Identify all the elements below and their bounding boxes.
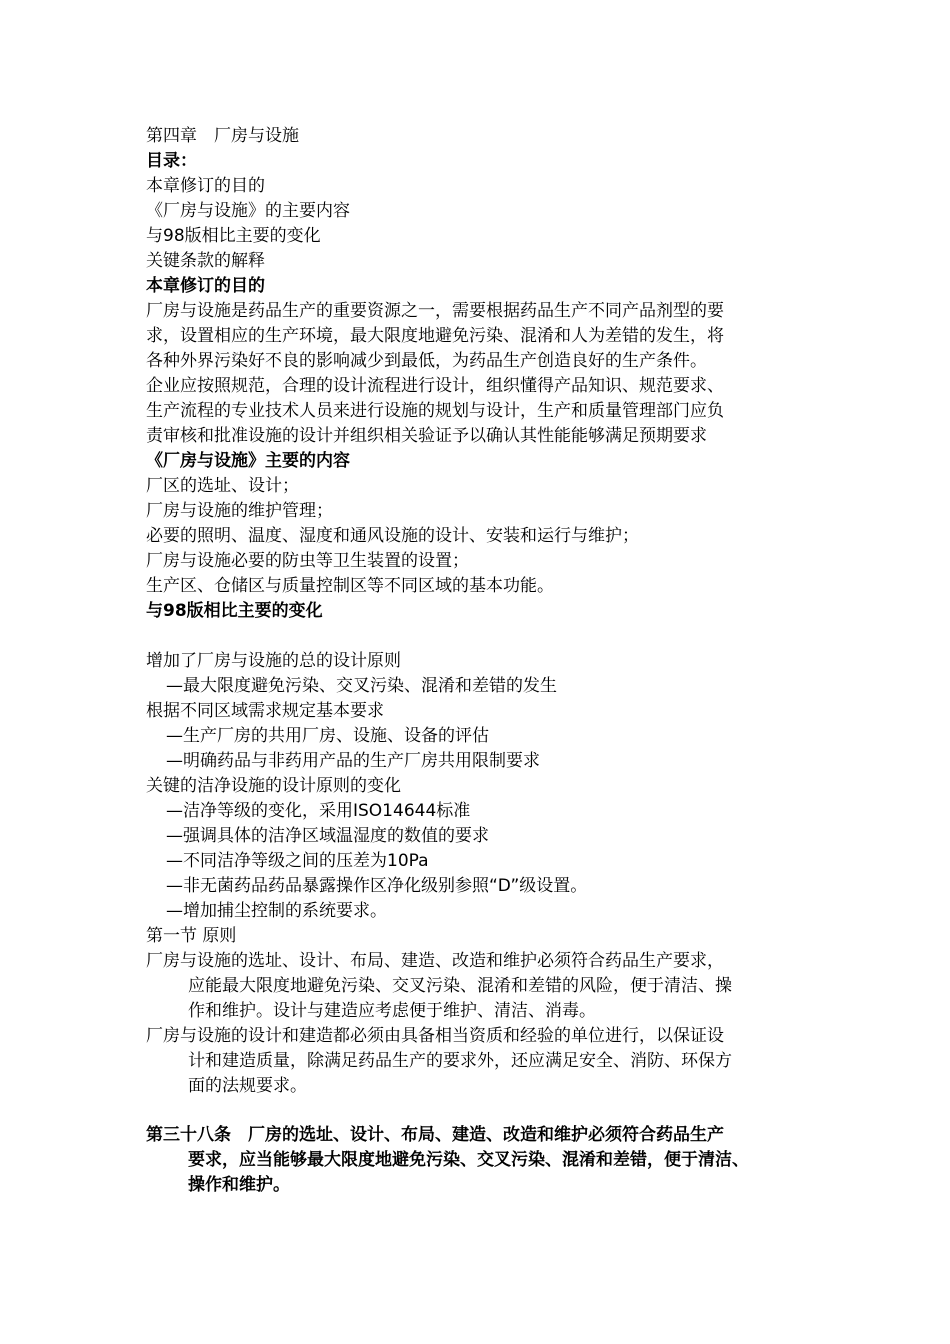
contents-item: 生产区、仓储区与质量控制区等不同区域的基本功能。 [146, 576, 554, 596]
chapter-title: 第四章 厂房与设施 [146, 126, 299, 146]
toc-heading: 目录： [146, 151, 197, 171]
changes-item: —明确药品与非药用产品的生产厂房共用限制要求 [166, 751, 540, 771]
purpose-heading: 本章修订的目的 [146, 276, 265, 296]
changes-item: —不同洁净等级之间的压差为10Pa [166, 851, 429, 871]
toc-item: 关键条款的解释 [146, 251, 265, 271]
changes-item: —生产厂房的共用厂房、设施、设备的评估 [166, 726, 489, 746]
changes-item: —洁净等级的变化，采用ISO14644标准 [166, 801, 471, 821]
section1-p1-line: 应能最大限度地避免污染、交叉污染、混淆和差错的风险，便于清洁、操 [188, 976, 732, 996]
article-38-line: 操作和维护。 [188, 1175, 290, 1195]
section1-p2-line: 厂房与设施的设计和建造都必须由具备相当资质和经验的单位进行，以保证设 [146, 1026, 724, 1046]
changes-item: —强调具体的洁净区域温湿度的数值的要求 [166, 826, 489, 846]
changes-group-title: 根据不同区域需求规定基本要求 [146, 701, 384, 721]
toc-item: 《厂房与设施》的主要内容 [146, 201, 350, 221]
purpose-line: 企业应按照规范，合理的设计流程进行设计，组织懂得产品知识、规范要求、 [146, 376, 724, 396]
article-38-line: 要求，应当能够最大限度地避免污染、交叉污染、混淆和差错，便于清洁、 [188, 1150, 749, 1170]
changes-group-title: 关键的洁净设施的设计原则的变化 [146, 776, 401, 796]
changes-item: —增加捕尘控制的系统要求。 [166, 901, 387, 921]
purpose-line: 求，设置相应的生产环境，最大限度地避免污染、混淆和人为差错的发生，将 [146, 326, 724, 346]
section1-heading: 第一节 原则 [146, 926, 237, 946]
purpose-line: 生产流程的专业技术人员来进行设施的规划与设计，生产和质量管理部门应负 [146, 401, 724, 421]
changes-heading: 与98版相比主要的变化 [146, 601, 323, 621]
section1-p1-line: 厂房与设施的选址、设计、布局、建造、改造和维护必须符合药品生产要求， [146, 951, 724, 971]
contents-item: 厂房与设施必要的防虫等卫生装置的设置； [146, 551, 469, 571]
changes-item: —最大限度避免污染、交叉污染、混淆和差错的发生 [166, 676, 557, 696]
spacer [146, 624, 826, 649]
toc-item: 本章修订的目的 [146, 176, 265, 196]
spacer [146, 1099, 826, 1111]
contents-heading: 《厂房与设施》主要的内容 [146, 451, 350, 471]
purpose-line: 各种外界污染好不良的影响减少到最低，为药品生产创造良好的生产条件。 [146, 351, 707, 371]
changes-item: —非无菌药品药品暴露操作区净化级别参照“D”级设置。 [166, 876, 588, 896]
section1-p2-line: 面的法规要求。 [188, 1076, 307, 1096]
contents-item: 必要的照明、温度、湿度和通风设施的设计、安装和运行与维护； [146, 526, 639, 546]
section1-p2-line: 计和建造质量，除满足药品生产的要求外，还应满足安全、消防、环保方 [188, 1051, 732, 1071]
article-38-line: 第三十八条 厂房的选址、设计、布局、建造、改造和维护必须符合药品生产 [146, 1125, 724, 1145]
contents-item: 厂区的选址、设计； [146, 476, 299, 496]
spacer [146, 1111, 826, 1123]
purpose-line: 责审核和批准设施的设计并组织相关验证予以确认其性能能够满足预期要求 [146, 426, 707, 446]
contents-item: 厂房与设施的维护管理； [146, 501, 333, 521]
toc-item: 与98版相比主要的变化 [146, 226, 321, 246]
changes-group-title: 增加了厂房与设施的总的设计原则 [146, 651, 401, 671]
section1-p1-line: 作和维护。设计与建造应考虑便于维护、清洁、消毒。 [188, 1001, 596, 1021]
document-body [146, 124, 826, 1198]
purpose-line: 厂房与设施是药品生产的重要资源之一，需要根据药品生产不同产品剂型的要 [146, 301, 724, 321]
